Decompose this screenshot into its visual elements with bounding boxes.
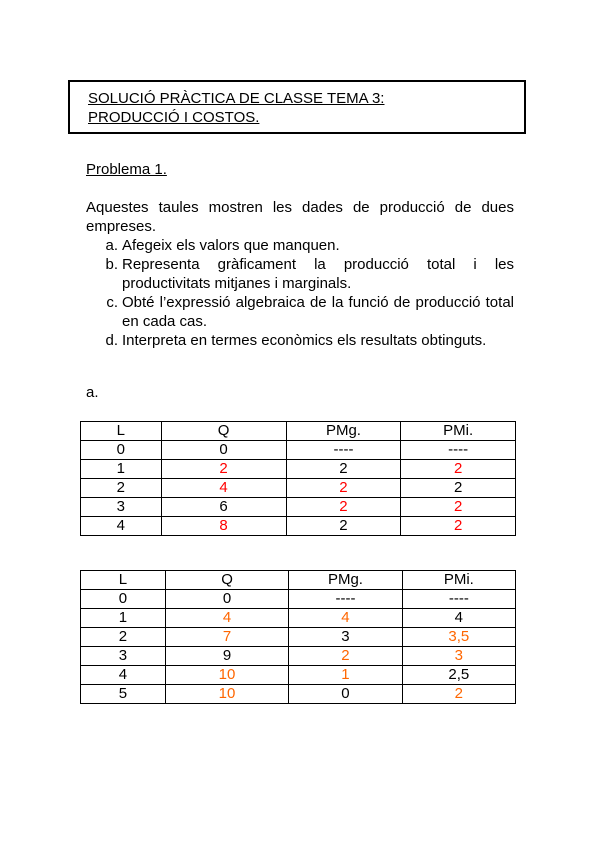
table-cell: 0 <box>81 441 162 460</box>
table-cell: 1 <box>81 609 166 628</box>
table-cell: 3 <box>81 498 162 517</box>
table-row <box>81 590 516 609</box>
problem-heading: Problema 1. <box>86 161 167 178</box>
table-cell: 2 <box>289 647 402 666</box>
table-row <box>81 628 516 647</box>
table-row <box>81 517 516 536</box>
table-cell: 3,5 <box>402 628 515 647</box>
table-cell: 1 <box>289 666 402 685</box>
table-cell: 2 <box>81 628 166 647</box>
list-item-letter: c. <box>106 294 118 311</box>
table-row <box>81 609 516 628</box>
table-row <box>81 685 516 704</box>
list-item <box>86 293 514 331</box>
table-row <box>81 666 516 685</box>
table-cell: 2 <box>401 517 516 536</box>
question-list <box>86 236 514 350</box>
table-cell: ---- <box>401 441 516 460</box>
table-cell: ---- <box>402 590 515 609</box>
list-item <box>86 331 514 350</box>
table-cell: 6 <box>161 498 286 517</box>
table-cell: 4 <box>81 517 162 536</box>
table-cell: ---- <box>289 590 402 609</box>
title-line-1: SOLUCIÓ PRÀCTICA DE CLASSE TEMA 3: <box>88 90 385 107</box>
list-item <box>86 255 514 293</box>
table-cell: 7 <box>165 628 289 647</box>
table-cell: 8 <box>161 517 286 536</box>
table-cell: 9 <box>165 647 289 666</box>
table-header-row <box>81 422 516 441</box>
column-header: PMg. <box>289 571 402 590</box>
table-cell: 0 <box>289 685 402 704</box>
column-header: Q <box>165 571 289 590</box>
table-cell: 10 <box>165 666 289 685</box>
table-cell: 0 <box>161 441 286 460</box>
table-header-row <box>81 571 516 590</box>
table-cell: 2 <box>402 685 515 704</box>
table-cell: 2 <box>401 460 516 479</box>
table-cell: 3 <box>402 647 515 666</box>
column-header: PMi. <box>402 571 515 590</box>
table-row <box>81 498 516 517</box>
production-table-2 <box>80 570 516 704</box>
table-cell: 2 <box>286 460 401 479</box>
table-cell: 0 <box>165 590 289 609</box>
table-cell: 3 <box>289 628 402 647</box>
list-item-text: Interpreta en termes econòmics els resultats obtinguts. <box>122 332 487 349</box>
table-cell: 10 <box>165 685 289 704</box>
list-item-letter: d. <box>105 332 118 349</box>
problem-intro: Aquestes taules mostren les dades de producció de dues empreses. <box>86 199 514 235</box>
table-cell: 4 <box>402 609 515 628</box>
table-row <box>81 441 516 460</box>
table-cell: 1 <box>81 460 162 479</box>
table-row <box>81 460 516 479</box>
table-cell: 5 <box>81 685 166 704</box>
table-cell: 0 <box>81 590 166 609</box>
part-a-label: a. <box>86 384 99 401</box>
list-item-text: Representa gràficament la producció total i les productivitats mitjanes i marginals. <box>122 256 514 292</box>
list-item-text: Obté l’expressió algebraica de la funció de producció total en cada cas. <box>122 294 514 330</box>
column-header: PMi. <box>401 422 516 441</box>
table-cell: 2 <box>286 479 401 498</box>
table-cell: 2 <box>286 498 401 517</box>
list-item-letter: b. <box>105 256 118 273</box>
list-item-text: Afegeix els valors que manquen. <box>122 237 340 254</box>
column-header: L <box>81 422 162 441</box>
list-item-letter: a. <box>105 237 118 254</box>
table-cell: 2 <box>286 517 401 536</box>
title-line-2: PRODUCCIÓ I COSTOS. <box>88 109 260 126</box>
table-cell: 4 <box>81 666 166 685</box>
table-row <box>81 647 516 666</box>
table-cell: 3 <box>81 647 166 666</box>
table-cell: 2 <box>401 479 516 498</box>
table-cell: 2 <box>161 460 286 479</box>
list-item <box>86 236 514 255</box>
table-cell: ---- <box>286 441 401 460</box>
table-cell: 2 <box>401 498 516 517</box>
column-header: Q <box>161 422 286 441</box>
table-cell: 4 <box>289 609 402 628</box>
column-header: PMg. <box>286 422 401 441</box>
production-table-1 <box>80 421 516 536</box>
table-cell: 2 <box>81 479 162 498</box>
table-cell: 4 <box>161 479 286 498</box>
table-row <box>81 479 516 498</box>
table-cell: 2,5 <box>402 666 515 685</box>
table-cell: 4 <box>165 609 289 628</box>
column-header: L <box>81 571 166 590</box>
title-box <box>68 80 526 134</box>
